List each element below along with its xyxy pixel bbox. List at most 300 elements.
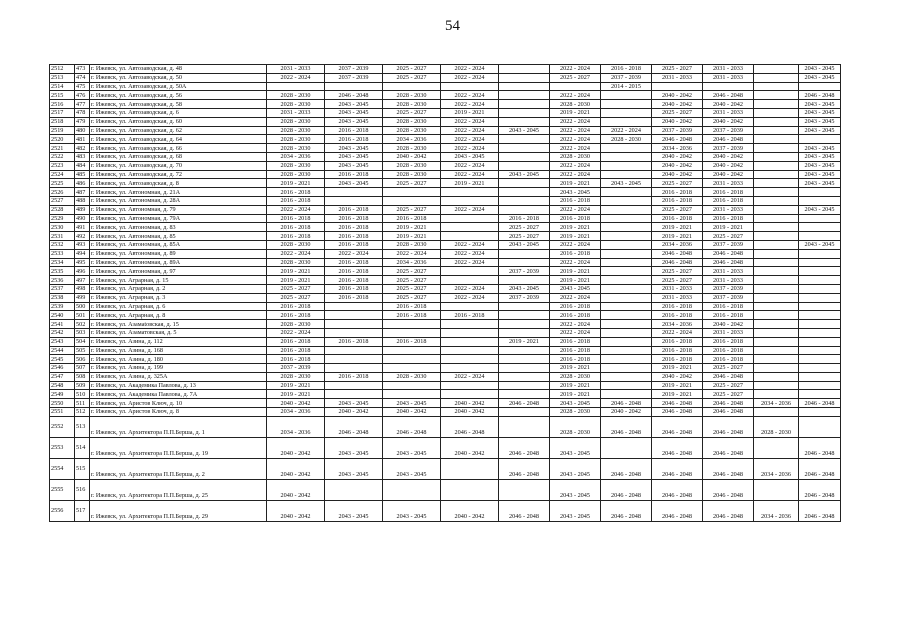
period-cell: 2028 - 2030 bbox=[383, 170, 441, 179]
period-cell: 2016 - 2018 bbox=[325, 232, 383, 241]
object-id-cell: 490 bbox=[75, 214, 90, 223]
period-cell: 2016 - 2018 bbox=[550, 249, 601, 258]
period-cell bbox=[799, 355, 841, 364]
row-number-cell: 2531 bbox=[50, 232, 75, 241]
address-cell: г. Ижевск, ул. Азина, д. 168 bbox=[90, 346, 267, 355]
period-cell: 2016 - 2018 bbox=[550, 302, 601, 311]
table-row bbox=[50, 479, 841, 500]
table-row bbox=[50, 135, 841, 144]
table-row bbox=[50, 161, 841, 170]
period-cell bbox=[601, 152, 652, 161]
period-cell: 2043 - 2045 bbox=[499, 284, 550, 293]
period-cell: 2019 - 2021 bbox=[550, 381, 601, 390]
object-id-cell: 486 bbox=[75, 179, 90, 188]
period-cell bbox=[799, 311, 841, 320]
period-cell bbox=[601, 214, 652, 223]
period-cell: 2025 - 2027 bbox=[383, 73, 441, 82]
period-cell: 2019 - 2021 bbox=[383, 223, 441, 232]
period-cell bbox=[601, 161, 652, 170]
period-cell: 2034 - 2036 bbox=[383, 258, 441, 267]
period-cell bbox=[601, 381, 652, 390]
period-cell: 2025 - 2027 bbox=[652, 65, 703, 74]
period-cell: 2046 - 2048 bbox=[703, 479, 754, 500]
period-cell: 2043 - 2045 bbox=[325, 500, 383, 521]
period-cell bbox=[499, 381, 550, 390]
period-cell bbox=[754, 117, 799, 126]
row-number-cell: 2532 bbox=[50, 240, 75, 249]
period-cell: 2016 - 2018 bbox=[652, 214, 703, 223]
period-cell: 2040 - 2042 bbox=[441, 437, 499, 458]
object-id-cell: 488 bbox=[75, 196, 90, 205]
period-cell: 2025 - 2027 bbox=[652, 267, 703, 276]
period-cell bbox=[754, 372, 799, 381]
period-cell: 2028 - 2030 bbox=[383, 91, 441, 100]
row-number-cell: 2523 bbox=[50, 161, 75, 170]
period-cell: 2034 - 2036 bbox=[267, 416, 325, 437]
row-number-cell: 2516 bbox=[50, 100, 75, 109]
period-cell: 2043 - 2045 bbox=[799, 179, 841, 188]
period-cell: 2046 - 2048 bbox=[799, 91, 841, 100]
period-cell: 2037 - 2039 bbox=[703, 284, 754, 293]
table-row bbox=[50, 284, 841, 293]
period-cell: 2046 - 2048 bbox=[601, 500, 652, 521]
period-cell bbox=[325, 390, 383, 399]
period-cell bbox=[499, 108, 550, 117]
period-cell: 2022 - 2024 bbox=[441, 117, 499, 126]
table-row bbox=[50, 328, 841, 337]
period-cell: 2016 - 2018 bbox=[703, 188, 754, 197]
period-cell: 2022 - 2024 bbox=[550, 135, 601, 144]
period-cell bbox=[754, 381, 799, 390]
period-cell: 2025 - 2027 bbox=[703, 232, 754, 241]
address-cell: г. Ижевск, ул. Азина, д. 112 bbox=[90, 337, 267, 346]
period-cell: 2028 - 2030 bbox=[383, 161, 441, 170]
period-cell: 2019 - 2021 bbox=[652, 390, 703, 399]
period-cell: 2034 - 2036 bbox=[652, 240, 703, 249]
period-cell: 2043 - 2045 bbox=[383, 500, 441, 521]
period-cell bbox=[754, 249, 799, 258]
row-number-cell: 2553 bbox=[50, 437, 75, 458]
period-cell: 2022 - 2024 bbox=[550, 258, 601, 267]
period-cell: 2025 - 2027 bbox=[383, 267, 441, 276]
period-cell bbox=[799, 337, 841, 346]
period-cell: 2019 - 2021 bbox=[652, 223, 703, 232]
period-cell: 2025 - 2027 bbox=[383, 205, 441, 214]
period-cell bbox=[754, 82, 799, 91]
row-number-cell: 2522 bbox=[50, 152, 75, 161]
period-cell: 2043 - 2045 bbox=[799, 161, 841, 170]
object-id-cell: 473 bbox=[75, 65, 90, 74]
row-number-cell: 2554 bbox=[50, 458, 75, 479]
period-cell: 2037 - 2039 bbox=[601, 73, 652, 82]
row-number-cell: 2513 bbox=[50, 73, 75, 82]
period-cell: 2016 - 2018 bbox=[652, 355, 703, 364]
table-row bbox=[50, 91, 841, 100]
period-cell bbox=[799, 346, 841, 355]
row-number-cell: 2548 bbox=[50, 381, 75, 390]
address-cell: г. Ижевск, ул. Аграрная, д. 15 bbox=[90, 276, 267, 285]
period-cell: 2046 - 2048 bbox=[652, 437, 703, 458]
period-cell bbox=[754, 267, 799, 276]
period-cell: 2016 - 2018 bbox=[267, 311, 325, 320]
period-cell bbox=[601, 372, 652, 381]
period-cell: 2025 - 2027 bbox=[703, 381, 754, 390]
object-id-cell: 514 bbox=[75, 437, 90, 458]
row-number-cell: 2512 bbox=[50, 65, 75, 74]
period-cell: 2028 - 2030 bbox=[550, 100, 601, 109]
object-id-cell: 513 bbox=[75, 416, 90, 437]
period-cell: 2040 - 2042 bbox=[267, 437, 325, 458]
period-cell: 2043 - 2045 bbox=[383, 458, 441, 479]
period-cell: 2040 - 2042 bbox=[441, 408, 499, 417]
period-cell bbox=[441, 346, 499, 355]
address-cell: г. Ижевск, ул. Автономная, д. 97 bbox=[90, 267, 267, 276]
row-number-cell: 2541 bbox=[50, 320, 75, 329]
period-cell: 2028 - 2030 bbox=[383, 126, 441, 135]
period-cell bbox=[441, 364, 499, 373]
housing-repair-schedule-table bbox=[49, 64, 841, 522]
period-cell: 2046 - 2048 bbox=[325, 416, 383, 437]
object-id-cell: 517 bbox=[75, 500, 90, 521]
period-cell: 2022 - 2024 bbox=[441, 73, 499, 82]
object-id-cell: 476 bbox=[75, 91, 90, 100]
period-cell: 2031 - 2033 bbox=[703, 73, 754, 82]
table-row bbox=[50, 293, 841, 302]
period-cell: 2019 - 2021 bbox=[703, 223, 754, 232]
period-cell: 2043 - 2045 bbox=[550, 437, 601, 458]
period-cell: 2040 - 2042 bbox=[267, 500, 325, 521]
table-row bbox=[50, 126, 841, 135]
period-cell: 2046 - 2048 bbox=[703, 416, 754, 437]
period-cell bbox=[383, 320, 441, 329]
period-cell bbox=[601, 258, 652, 267]
period-cell: 2034 - 2036 bbox=[652, 144, 703, 153]
period-cell bbox=[799, 416, 841, 437]
period-cell bbox=[754, 73, 799, 82]
period-cell bbox=[499, 302, 550, 311]
period-cell bbox=[799, 82, 841, 91]
period-cell bbox=[799, 135, 841, 144]
period-cell: 2016 - 2018 bbox=[383, 311, 441, 320]
address-cell: г. Ижевск, ул. Азаматовская, д. 5 bbox=[90, 328, 267, 337]
table-row bbox=[50, 205, 841, 214]
table-row bbox=[50, 355, 841, 364]
period-cell bbox=[799, 232, 841, 241]
table-row bbox=[50, 249, 841, 258]
row-number-cell: 2534 bbox=[50, 258, 75, 267]
period-cell: 2028 - 2030 bbox=[550, 152, 601, 161]
period-cell: 2022 - 2024 bbox=[652, 328, 703, 337]
period-cell: 2043 - 2045 bbox=[499, 240, 550, 249]
period-cell bbox=[499, 311, 550, 320]
period-cell: 2046 - 2048 bbox=[703, 500, 754, 521]
period-cell: 2037 - 2039 bbox=[325, 73, 383, 82]
period-cell bbox=[601, 249, 652, 258]
period-cell: 2043 - 2045 bbox=[550, 399, 601, 408]
address-cell: г. Ижевск, ул. Архитектора П.П.Берша, д. 29 bbox=[90, 500, 267, 521]
period-cell: 2022 - 2024 bbox=[325, 249, 383, 258]
period-cell: 2025 - 2027 bbox=[652, 276, 703, 285]
period-cell bbox=[499, 346, 550, 355]
period-cell: 2016 - 2018 bbox=[325, 205, 383, 214]
row-number-cell: 2526 bbox=[50, 188, 75, 197]
table-row bbox=[50, 82, 841, 91]
period-cell: 2028 - 2030 bbox=[267, 100, 325, 109]
period-cell: 2046 - 2048 bbox=[499, 458, 550, 479]
period-cell bbox=[325, 320, 383, 329]
period-cell: 2037 - 2039 bbox=[325, 65, 383, 74]
page-number: 54 bbox=[445, 18, 460, 34]
table-row bbox=[50, 117, 841, 126]
period-cell bbox=[754, 302, 799, 311]
period-cell bbox=[499, 258, 550, 267]
period-cell bbox=[754, 196, 799, 205]
period-cell: 2016 - 2018 bbox=[325, 372, 383, 381]
period-cell bbox=[601, 205, 652, 214]
period-cell: 2016 - 2018 bbox=[652, 346, 703, 355]
period-cell bbox=[754, 408, 799, 417]
period-cell: 2031 - 2033 bbox=[703, 108, 754, 117]
period-cell bbox=[799, 276, 841, 285]
period-cell bbox=[754, 258, 799, 267]
period-cell: 2046 - 2048 bbox=[499, 500, 550, 521]
period-cell bbox=[325, 196, 383, 205]
row-number-cell: 2530 bbox=[50, 223, 75, 232]
period-cell: 2028 - 2030 bbox=[267, 144, 325, 153]
period-cell bbox=[601, 337, 652, 346]
object-id-cell: 493 bbox=[75, 240, 90, 249]
period-cell: 2043 - 2045 bbox=[441, 152, 499, 161]
address-cell: г. Ижевск, ул. Аристов Ключ, д. 10 bbox=[90, 399, 267, 408]
row-number-cell: 2544 bbox=[50, 346, 75, 355]
address-cell: г. Ижевск, ул. Автономная, д. 28А bbox=[90, 196, 267, 205]
period-cell: 2046 - 2048 bbox=[703, 258, 754, 267]
period-cell: 2025 - 2027 bbox=[652, 179, 703, 188]
object-id-cell: 481 bbox=[75, 135, 90, 144]
period-cell: 2034 - 2036 bbox=[754, 458, 799, 479]
period-cell bbox=[441, 232, 499, 241]
period-cell bbox=[325, 479, 383, 500]
object-id-cell: 489 bbox=[75, 205, 90, 214]
period-cell: 2031 - 2033 bbox=[703, 328, 754, 337]
period-cell: 2043 - 2045 bbox=[799, 240, 841, 249]
period-cell: 2046 - 2048 bbox=[652, 479, 703, 500]
period-cell: 2022 - 2024 bbox=[441, 100, 499, 109]
row-number-cell: 2545 bbox=[50, 355, 75, 364]
period-cell: 2043 - 2045 bbox=[325, 399, 383, 408]
period-cell: 2016 - 2018 bbox=[325, 135, 383, 144]
period-cell: 2025 - 2027 bbox=[267, 284, 325, 293]
period-cell bbox=[754, 240, 799, 249]
period-cell: 2031 - 2033 bbox=[703, 267, 754, 276]
period-cell bbox=[601, 100, 652, 109]
period-cell bbox=[499, 372, 550, 381]
period-cell bbox=[754, 135, 799, 144]
period-cell: 2043 - 2045 bbox=[550, 500, 601, 521]
period-cell: 2040 - 2042 bbox=[325, 408, 383, 417]
period-cell bbox=[799, 267, 841, 276]
address-cell: г. Ижевск, ул. Автозаводская, д. 50А bbox=[90, 82, 267, 91]
period-cell: 2043 - 2045 bbox=[550, 284, 601, 293]
period-cell: 2019 - 2021 bbox=[499, 337, 550, 346]
row-number-cell: 2527 bbox=[50, 196, 75, 205]
period-cell: 2022 - 2024 bbox=[550, 126, 601, 135]
address-cell: г. Ижевск, ул. Автономная, д. 79 bbox=[90, 205, 267, 214]
row-number-cell: 2518 bbox=[50, 117, 75, 126]
period-cell: 2019 - 2021 bbox=[550, 390, 601, 399]
table-row bbox=[50, 65, 841, 74]
period-cell: 2037 - 2039 bbox=[703, 126, 754, 135]
period-cell bbox=[754, 170, 799, 179]
table-row bbox=[50, 152, 841, 161]
table-row bbox=[50, 144, 841, 153]
period-cell bbox=[799, 249, 841, 258]
address-cell: г. Ижевск, ул. Автозаводская, д. 48 bbox=[90, 65, 267, 74]
table-body bbox=[50, 65, 841, 522]
object-id-cell: 499 bbox=[75, 293, 90, 302]
period-cell bbox=[383, 364, 441, 373]
period-cell: 2046 - 2048 bbox=[703, 135, 754, 144]
object-id-cell: 478 bbox=[75, 108, 90, 117]
object-id-cell: 500 bbox=[75, 302, 90, 311]
period-cell: 2022 - 2024 bbox=[550, 117, 601, 126]
period-cell: 2016 - 2018 bbox=[325, 214, 383, 223]
table-row bbox=[50, 390, 841, 399]
object-id-cell: 487 bbox=[75, 188, 90, 197]
period-cell bbox=[601, 240, 652, 249]
period-cell bbox=[754, 108, 799, 117]
address-cell: г. Ижевск, ул. Архитектора П.П.Берша, д. 25 bbox=[90, 479, 267, 500]
period-cell bbox=[799, 223, 841, 232]
period-cell: 2022 - 2024 bbox=[550, 170, 601, 179]
period-cell: 2022 - 2024 bbox=[550, 293, 601, 302]
table-row bbox=[50, 170, 841, 179]
period-cell bbox=[325, 82, 383, 91]
period-cell bbox=[754, 346, 799, 355]
period-cell: 2046 - 2048 bbox=[703, 458, 754, 479]
period-cell bbox=[601, 437, 652, 458]
period-cell: 2022 - 2024 bbox=[441, 91, 499, 100]
period-cell: 2040 - 2042 bbox=[703, 152, 754, 161]
period-cell: 2019 - 2021 bbox=[267, 390, 325, 399]
address-cell: г. Ижевск, ул. Архитектора П.П.Берша, д. 2 bbox=[90, 458, 267, 479]
address-cell: г. Ижевск, ул. Автозаводская, д. 64 bbox=[90, 135, 267, 144]
period-cell bbox=[754, 293, 799, 302]
row-number-cell: 2547 bbox=[50, 372, 75, 381]
period-cell: 2019 - 2021 bbox=[267, 179, 325, 188]
object-id-cell: 508 bbox=[75, 372, 90, 381]
object-id-cell: 482 bbox=[75, 144, 90, 153]
period-cell: 2022 - 2024 bbox=[267, 328, 325, 337]
address-cell: г. Ижевск, ул. Аграрная, д. 2 bbox=[90, 284, 267, 293]
period-cell: 2034 - 2036 bbox=[267, 152, 325, 161]
period-cell: 2043 - 2045 bbox=[799, 170, 841, 179]
period-cell: 2037 - 2039 bbox=[703, 240, 754, 249]
object-id-cell: 510 bbox=[75, 390, 90, 399]
period-cell: 2028 - 2030 bbox=[267, 240, 325, 249]
period-cell: 2016 - 2018 bbox=[383, 214, 441, 223]
period-cell bbox=[441, 320, 499, 329]
period-cell: 2019 - 2021 bbox=[550, 364, 601, 373]
period-cell bbox=[601, 328, 652, 337]
period-cell: 2046 - 2048 bbox=[703, 372, 754, 381]
period-cell: 2046 - 2048 bbox=[652, 399, 703, 408]
address-cell: г. Ижевск, ул. Аграрная, д. 3 bbox=[90, 293, 267, 302]
period-cell bbox=[383, 381, 441, 390]
object-id-cell: 475 bbox=[75, 82, 90, 91]
period-cell: 2022 - 2024 bbox=[441, 205, 499, 214]
period-cell bbox=[499, 355, 550, 364]
object-id-cell: 480 bbox=[75, 126, 90, 135]
period-cell: 2025 - 2027 bbox=[550, 73, 601, 82]
period-cell bbox=[499, 364, 550, 373]
period-cell: 2040 - 2042 bbox=[652, 161, 703, 170]
period-cell: 2019 - 2021 bbox=[267, 267, 325, 276]
period-cell: 2028 - 2030 bbox=[267, 117, 325, 126]
period-cell: 2016 - 2018 bbox=[703, 214, 754, 223]
period-cell: 2031 - 2033 bbox=[652, 73, 703, 82]
period-cell: 2031 - 2033 bbox=[703, 276, 754, 285]
period-cell bbox=[499, 416, 550, 437]
table-row bbox=[50, 437, 841, 458]
period-cell: 2019 - 2021 bbox=[550, 276, 601, 285]
address-cell: г. Ижевск, ул. Автозаводская, д. 72 bbox=[90, 170, 267, 179]
period-cell bbox=[754, 144, 799, 153]
period-cell: 2046 - 2048 bbox=[601, 479, 652, 500]
period-cell: 2040 - 2042 bbox=[652, 100, 703, 109]
period-cell: 2046 - 2048 bbox=[703, 91, 754, 100]
period-cell bbox=[325, 346, 383, 355]
address-cell: г. Ижевск, ул. Автономная, д. 21А bbox=[90, 188, 267, 197]
period-cell: 2040 - 2042 bbox=[652, 152, 703, 161]
period-cell bbox=[754, 161, 799, 170]
period-cell bbox=[325, 328, 383, 337]
period-cell: 2046 - 2048 bbox=[799, 479, 841, 500]
period-cell: 2040 - 2042 bbox=[652, 117, 703, 126]
address-cell: г. Ижевск, ул. Автозаводская, д. 50 bbox=[90, 73, 267, 82]
period-cell bbox=[601, 196, 652, 205]
period-cell: 2040 - 2042 bbox=[652, 170, 703, 179]
period-cell: 2031 - 2033 bbox=[652, 284, 703, 293]
period-cell bbox=[754, 364, 799, 373]
period-cell: 2016 - 2018 bbox=[550, 214, 601, 223]
address-cell: г. Ижевск, ул. Автономная, д. 89А bbox=[90, 258, 267, 267]
address-cell: г. Ижевск, ул. Азина, д. 199 bbox=[90, 364, 267, 373]
row-number-cell: 2533 bbox=[50, 249, 75, 258]
table-row bbox=[50, 240, 841, 249]
period-cell: 2040 - 2042 bbox=[383, 408, 441, 417]
period-cell bbox=[754, 328, 799, 337]
period-cell: 2022 - 2024 bbox=[441, 135, 499, 144]
period-cell bbox=[754, 390, 799, 399]
period-cell: 2040 - 2042 bbox=[383, 152, 441, 161]
period-cell bbox=[325, 188, 383, 197]
period-cell: 2046 - 2048 bbox=[799, 437, 841, 458]
period-cell: 2028 - 2030 bbox=[383, 372, 441, 381]
period-cell: 2034 - 2036 bbox=[754, 500, 799, 521]
period-cell: 2016 - 2018 bbox=[499, 214, 550, 223]
period-cell: 2016 - 2018 bbox=[652, 188, 703, 197]
period-cell bbox=[383, 188, 441, 197]
period-cell bbox=[499, 196, 550, 205]
table-row bbox=[50, 381, 841, 390]
period-cell: 2028 - 2030 bbox=[267, 372, 325, 381]
period-cell: 2025 - 2027 bbox=[383, 276, 441, 285]
period-cell bbox=[799, 293, 841, 302]
period-cell: 2016 - 2018 bbox=[550, 355, 601, 364]
period-cell: 2043 - 2045 bbox=[799, 117, 841, 126]
row-number-cell: 2555 bbox=[50, 479, 75, 500]
